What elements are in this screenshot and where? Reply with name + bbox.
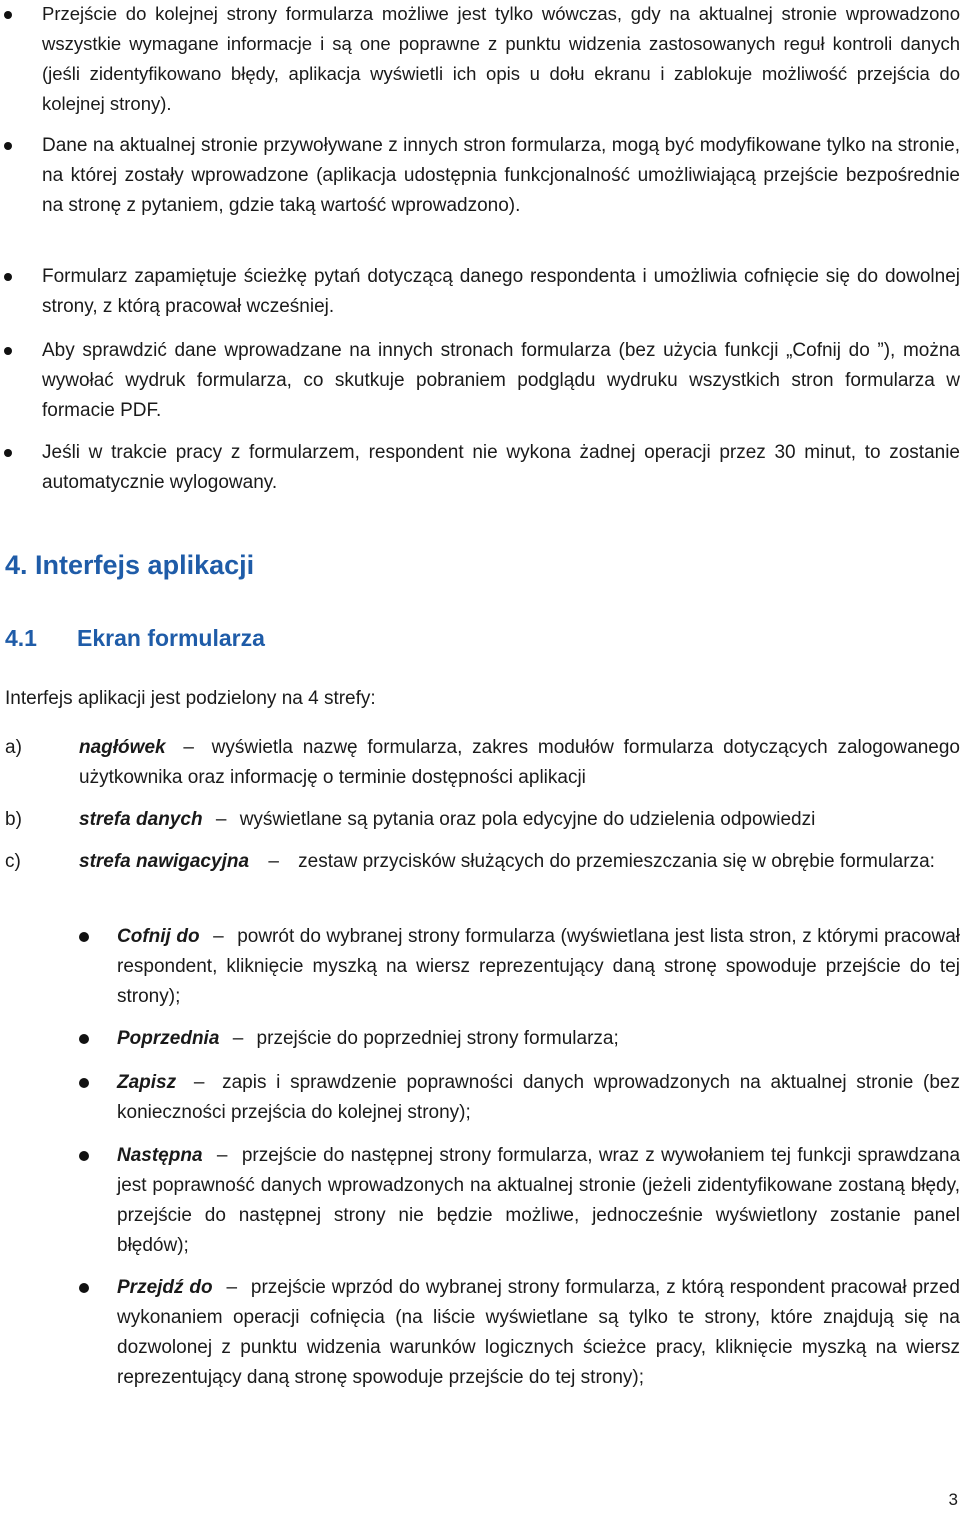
bullet-text: Jeśli w trakcie pracy z formularzem, respondent nie wykona żadnej operacji przez 30 minut, to zostanie automatycznie wylogowany.: [42, 442, 960, 493]
nav-description: powrót do wybranej strony formularza (wyświetlana jest lista stron, z którymi pracował respondent, kliknięcie myszką na wiersz reprezentujący daną stronę spowoduje przejście do tej strony);: [117, 926, 960, 1007]
subsection-title: Ekran formularza: [77, 625, 265, 651]
section-heading: 4. Interfejs aplikacji: [5, 550, 255, 580]
bullet-dot: [4, 449, 12, 457]
nav-text: [117, 1141, 960, 1261]
page-number: 3: [948, 1490, 958, 1509]
bullet-dot: [79, 1078, 89, 1088]
dash: –: [268, 851, 279, 872]
subsection-number: 4.1: [5, 625, 37, 651]
bullet-dot: [79, 1283, 89, 1293]
nav-term: Cofnij do: [117, 926, 200, 947]
nav-term: Przejdź do: [117, 1277, 213, 1298]
dash: –: [226, 1277, 238, 1298]
zone-text: [79, 805, 960, 835]
bullet-dot: [79, 1151, 89, 1161]
zone-term: nagłówek: [79, 737, 166, 758]
zone-letter: b): [5, 809, 22, 830]
dash: –: [213, 926, 224, 947]
bullet-dot: [79, 1034, 89, 1044]
bullet-dot: [79, 932, 89, 942]
nav-text: [117, 1024, 960, 1054]
dash: –: [232, 1028, 244, 1049]
intro-paragraph: Interfejs aplikacji jest podzielony na 4 strefy:: [5, 688, 376, 709]
zone-description: zestaw przycisków służących do przemieszczania się w obrębie formularza:: [298, 851, 935, 872]
zone-description: wyświetlane są pytania oraz pola edycyjne do udzielenia odpowiedzi: [239, 809, 816, 830]
nav-term: Następna: [117, 1145, 203, 1166]
zone-term: strefa nawigacyjna: [79, 851, 250, 872]
nav-description: zapis i sprawdzenie poprawności danych wprowadzonych na aktualnej stronie (bez konieczności przejścia do kolejnej strony);: [117, 1072, 960, 1123]
bullet-text: Formularz zapamiętuje ścieżkę pytań dotyczącą danego respondenta i umożliwia cofnięcie się do dowolnej strony, z którą pracował wcześniej.: [42, 266, 960, 317]
zone-text: [79, 847, 960, 877]
nav-text: [117, 1273, 960, 1393]
bullet-dot: [4, 11, 12, 19]
nav-term: Zapisz: [117, 1072, 177, 1093]
dash: –: [216, 1145, 228, 1166]
nav-text: [117, 1068, 960, 1128]
bullet-text: Przejście do kolejnej strony formularza możliwe jest tylko wówczas, gdy na aktualnej stronie wprowadzono wszystkie wymagane informacje i są one poprawne z punktu widzenia zastosowanych reguł kontroli danych (jeśli zidentyfikowano błędy, aplikacja wyświetli ich opis u dołu ekranu i zablokuje możliwość przejścia do kolejnej strony).: [42, 3, 960, 114]
zone-text: [79, 733, 960, 793]
dash: –: [193, 1072, 205, 1093]
bullet-text: Dane na aktualnej stronie przywoływane z innych stron formularza, mogą być modyfikowane tylko na stronie, na której zostały wprowadzone (aplikacja udostępnia funkcjonalność umożliwiającą przejście bezpośrednie na stronę z pytaniem, gdzie taką wartość wprowadzono).: [42, 135, 960, 216]
bullet-text: Aby sprawdzić dane wprowadzane na innych stronach formularza (bez użycia funkcji „Cofnij do ”), można wywołać wydruk formularza, co skutkuje pobraniem podglądu wydruku wszystkich stron formularza w formacie PDF.: [42, 340, 960, 421]
subsection-heading: [5, 625, 265, 652]
zone-letter: c): [5, 851, 21, 872]
zone-term: strefa danych: [79, 809, 203, 830]
dash: –: [183, 737, 194, 758]
nav-description: przejście do następnej strony formularza, wraz z wywołaniem tej funkcji sprawdzana jest poprawność danych wprowadzonych na aktualnej stronie (jeżeli zidentyfikowane zostaną błędy, przejście do następnej strony nie będzie możliwe, jednocześnie wyświetlony zostanie panel błędów);: [117, 1145, 960, 1256]
bullet-dot: [4, 273, 12, 281]
nav-description: przejście wprzód do wybranej strony formularza, z którą respondent pracował przed wykonaniem operacji cofnięcia (na liście wyświetlane są tylko te strony, które znajdują się na dozwolonej z punktu widzenia warunków logicznych ścieżce pracy, kliknięcie myszką na wiersz reprezentujący daną stronę spowoduje przejście do tej strony);: [117, 1277, 960, 1388]
nav-term: Poprzednia: [117, 1028, 220, 1049]
zone-description: wyświetla nazwę formularza, zakres modułów formularza dotyczących zalogowanego użytkownika oraz informację o terminie dostępności aplikacji: [79, 737, 960, 788]
bullet-dot: [4, 142, 12, 150]
bullet-dot: [4, 347, 12, 355]
nav-description: przejście do poprzedniej strony formularza;: [256, 1028, 619, 1049]
nav-text: [117, 922, 960, 1012]
dash: –: [215, 809, 227, 830]
zone-letter: a): [5, 737, 22, 758]
